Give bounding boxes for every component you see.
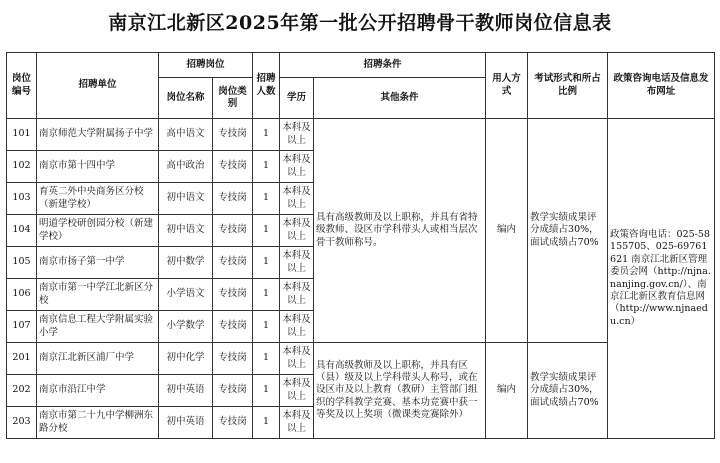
- post-code-cell: 202: [7, 375, 37, 407]
- unit-cell: 南京师范大学附属扬子中学: [37, 119, 159, 151]
- post-name-cell: 小学数学: [159, 311, 213, 343]
- post-name-cell: 初中英语: [159, 375, 213, 407]
- post-type-cell: 专技岗: [213, 407, 253, 439]
- exam-cell-group2: 教学实绩成果评分成绩占30%，面试成绩占70%: [528, 343, 608, 439]
- post-code-cell: 201: [7, 343, 37, 375]
- education-cell: 本科及以上: [280, 119, 314, 151]
- post-type-cell: 专技岗: [213, 343, 253, 375]
- post-code-cell: 102: [7, 151, 37, 183]
- policy-cell: 政策咨询电话：025-58155705、025-69761621 南京江北新区管理委员会网（http://njna.nanjing.gov.cn/）、南京江北新区教育信息网（http://www.njnaedu.cn）: [608, 119, 715, 439]
- header-post-name: 岗位名称: [159, 78, 213, 119]
- header-exam-form: 考试形式和所占比例: [528, 53, 608, 119]
- education-cell: 本科及以上: [280, 311, 314, 343]
- education-cell: 本科及以上: [280, 279, 314, 311]
- exam-cell-group1: 教学实绩成果评分成绩占30%，面试成绩占70%: [528, 119, 608, 343]
- recruitment-table: [6, 52, 715, 439]
- post-name-cell: 初中英语: [159, 407, 213, 439]
- education-cell: 本科及以上: [280, 215, 314, 247]
- header-other-conditions: 其他条件: [314, 78, 486, 119]
- header-unit: 招聘单位: [37, 53, 159, 119]
- count-cell: 1: [253, 151, 280, 183]
- post-code-cell: 107: [7, 311, 37, 343]
- unit-cell: 南京市第一中学江北新区分校: [37, 279, 159, 311]
- post-type-cell: 专技岗: [213, 183, 253, 215]
- post-type-cell: 专技岗: [213, 311, 253, 343]
- employ-cell-group2: 编内: [486, 343, 528, 439]
- count-cell: 1: [253, 215, 280, 247]
- post-code-cell: 101: [7, 119, 37, 151]
- count-cell: 1: [253, 119, 280, 151]
- post-type-cell: 专技岗: [213, 119, 253, 151]
- count-cell: 1: [253, 343, 280, 375]
- education-cell: 本科及以上: [280, 343, 314, 375]
- count-cell: 1: [253, 183, 280, 215]
- unit-cell: 南京市扬子第一中学: [37, 247, 159, 279]
- unit-cell: 南京江北新区浦厂中学: [37, 343, 159, 375]
- post-type-cell: 专技岗: [213, 247, 253, 279]
- education-cell: 本科及以上: [280, 183, 314, 215]
- post-name-cell: 小学语文: [159, 279, 213, 311]
- other-conditions-cell-group1: 具有高级教师及以上职称，并具有省特级教师、设区市学科带头人或相当层次骨干教师称号。: [314, 119, 486, 343]
- unit-cell: 南京信息工程大学附属实验小学: [37, 311, 159, 343]
- education-cell: 本科及以上: [280, 247, 314, 279]
- post-code-cell: 203: [7, 407, 37, 439]
- page-title: 南京江北新区2025年第一批公开招聘骨干教师岗位信息表: [108, 12, 612, 34]
- header-post-group: 招聘岗位: [159, 53, 253, 78]
- unit-cell: 南京市第十四中学: [37, 151, 159, 183]
- employ-cell-group1: 编内: [486, 119, 528, 343]
- post-name-cell: 高中政治: [159, 151, 213, 183]
- unit-cell: 南京市沿江中学: [37, 375, 159, 407]
- count-cell: 1: [253, 407, 280, 439]
- post-name-cell: 初中数学: [159, 247, 213, 279]
- header-post-code: 岗位编号: [7, 53, 37, 119]
- header-post-type: 岗位类别: [213, 78, 253, 119]
- header-employ-method: 用人方式: [486, 53, 528, 119]
- header-education: 学历: [280, 78, 314, 119]
- count-cell: 1: [253, 279, 280, 311]
- unit-cell: 育英二外中央商务区分校（新建学校）: [37, 183, 159, 215]
- post-type-cell: 专技岗: [213, 375, 253, 407]
- post-name-cell: 初中语文: [159, 183, 213, 215]
- education-cell: 本科及以上: [280, 151, 314, 183]
- post-code-cell: 103: [7, 183, 37, 215]
- education-cell: 本科及以上: [280, 375, 314, 407]
- post-type-cell: 专技岗: [213, 215, 253, 247]
- unit-cell: 明道学校研创园分校（新建学校）: [37, 215, 159, 247]
- post-name-cell: 初中化学: [159, 343, 213, 375]
- post-name-cell: 初中语文: [159, 215, 213, 247]
- post-type-cell: 专技岗: [213, 279, 253, 311]
- header-policy: 政策咨询电话及信息发布网址: [608, 53, 715, 119]
- post-code-cell: 105: [7, 247, 37, 279]
- count-cell: 1: [253, 375, 280, 407]
- other-conditions-cell-group2: 具有高级教师及以上职称，并具有区（县）级及以上学科带头人称号，或在设区市及以上教育（教研）主管部门组织的学科教学竞赛、基本功竞赛中获一等奖及以上奖项（微课类竞赛除外）: [314, 343, 486, 439]
- header-count: 招聘人数: [253, 53, 280, 119]
- post-type-cell: 专技岗: [213, 151, 253, 183]
- unit-cell: 南京市第二十九中学柳洲东路分校: [37, 407, 159, 439]
- post-code-cell: 104: [7, 215, 37, 247]
- post-name-cell: 高中语文: [159, 119, 213, 151]
- count-cell: 1: [253, 247, 280, 279]
- count-cell: 1: [253, 311, 280, 343]
- education-cell: 本科及以上: [280, 407, 314, 439]
- header-condition-group: 招聘条件: [280, 53, 486, 78]
- post-code-cell: 106: [7, 279, 37, 311]
- table-row: [7, 119, 715, 151]
